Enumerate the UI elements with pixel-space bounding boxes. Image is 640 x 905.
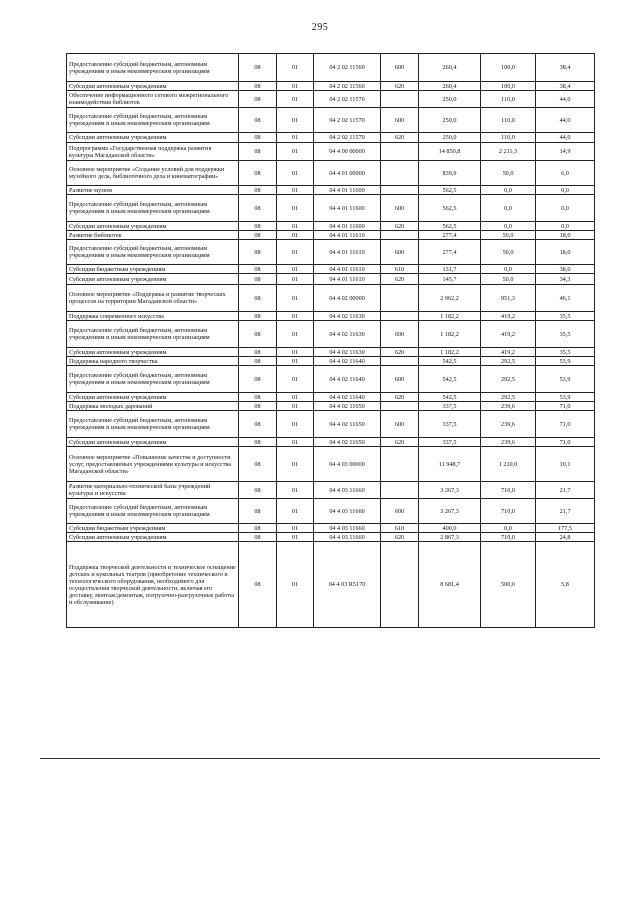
row-name: Субсидии автономным учреждениям (67, 274, 239, 285)
row-expense-type: 620 (381, 348, 419, 357)
row-name: Предоставление субсидий бюджетным, автономным учреждениям и иным некоммерческим организациям (67, 366, 239, 393)
row-name: Подпрограмма «Государственная поддержка развития культуры Магаданской области» (67, 143, 239, 161)
row-executed: 710,0 (481, 482, 536, 499)
row-target-article: 04 4 01 11610 (314, 274, 381, 285)
row-percent: 38,4 (536, 54, 595, 82)
row-percent: 0,0 (536, 195, 595, 222)
row-percent: 71,0 (536, 402, 595, 411)
row-amount: 1 182,2 (419, 312, 481, 321)
row-amount: 542,5 (419, 357, 481, 366)
row-name: Предоставление субсидий бюджетным, автономным учреждениям и иным некоммерческим организациям (67, 54, 239, 82)
row-amount: 542,5 (419, 366, 481, 393)
row-executed: 110,0 (481, 108, 536, 133)
row-executed: 110,0 (481, 91, 536, 108)
row-target-article: 04 4 01 11610 (314, 265, 381, 274)
row-section: 08 (239, 231, 277, 240)
row-executed: 50,0 (481, 240, 536, 265)
row-expense-type: 600 (381, 411, 419, 438)
table-row (67, 321, 595, 348)
row-percent: 21,7 (536, 499, 595, 524)
row-section: 08 (239, 186, 277, 195)
row-name: Субсидии автономным учреждениям (67, 133, 239, 143)
row-subsection: 01 (277, 143, 314, 161)
row-executed: 419,2 (481, 348, 536, 357)
table-row (67, 348, 595, 357)
row-amount: 562,5 (419, 222, 481, 231)
row-target-article: 04 2 02 11570 (314, 91, 381, 108)
row-expense-type: 610 (381, 265, 419, 274)
row-percent: 35,5 (536, 321, 595, 348)
row-amount: 260,4 (419, 82, 481, 91)
row-section: 08 (239, 222, 277, 231)
row-amount: 250,0 (419, 91, 481, 108)
row-executed: 0,0 (481, 524, 536, 533)
row-subsection: 01 (277, 447, 314, 482)
row-executed: 239,6 (481, 438, 536, 447)
row-executed: 50,0 (481, 274, 536, 285)
row-section: 08 (239, 499, 277, 524)
row-amount: 337,5 (419, 411, 481, 438)
row-subsection: 01 (277, 411, 314, 438)
row-percent: 53,9 (536, 393, 595, 402)
row-expense-type: 620 (381, 82, 419, 91)
page-number: 295 (311, 22, 329, 33)
row-amount: 277,4 (419, 231, 481, 240)
row-name: Основное мероприятие «Повышение качества и доступности услуг, предоставляемых учреждениями культуры и искусства Магаданской области» (67, 447, 239, 482)
row-amount: 2 062,2 (419, 285, 481, 312)
row-executed: 419,2 (481, 321, 536, 348)
row-target-article: 04 4 01 11600 (314, 186, 381, 195)
row-amount: 337,5 (419, 438, 481, 447)
table-row (67, 143, 595, 161)
row-percent: 10,1 (536, 447, 595, 482)
row-section: 08 (239, 312, 277, 321)
row-expense-type (381, 447, 419, 482)
row-target-article: 04 4 02 11640 (314, 393, 381, 402)
row-executed: 110,0 (481, 133, 536, 143)
row-percent: 53,9 (536, 357, 595, 366)
table-row (67, 499, 595, 524)
row-percent: 5,8 (536, 542, 595, 628)
row-section: 08 (239, 411, 277, 438)
row-subsection: 01 (277, 222, 314, 231)
row-amount: 1 182,2 (419, 348, 481, 357)
table-row (67, 402, 595, 411)
row-section: 08 (239, 91, 277, 108)
budget-table-body (67, 54, 595, 628)
row-section: 08 (239, 143, 277, 161)
row-section: 08 (239, 357, 277, 366)
row-subsection: 01 (277, 438, 314, 447)
row-section: 08 (239, 366, 277, 393)
row-expense-type: 600 (381, 240, 419, 265)
row-target-article: 04 4 02 00000 (314, 285, 381, 312)
row-expense-type (381, 542, 419, 628)
table-row (67, 393, 595, 402)
row-percent: 34,3 (536, 274, 595, 285)
row-amount: 542,5 (419, 393, 481, 402)
row-subsection: 01 (277, 321, 314, 348)
row-expense-type (381, 143, 419, 161)
row-subsection: 01 (277, 285, 314, 312)
row-name: Субсидии бюджетным учреждениям (67, 265, 239, 274)
row-expense-type: 600 (381, 321, 419, 348)
row-percent: 71,0 (536, 438, 595, 447)
row-name: Субсидии автономным учреждениям (67, 348, 239, 357)
row-target-article: 04 4 02 11630 (314, 348, 381, 357)
row-executed: 951,3 (481, 285, 536, 312)
row-executed: 710,0 (481, 499, 536, 524)
row-expense-type: 620 (381, 274, 419, 285)
row-target-article: 04 4 03 R5170 (314, 542, 381, 628)
row-target-article: 04 4 02 11650 (314, 438, 381, 447)
row-percent: 38,4 (536, 82, 595, 91)
table-row (67, 265, 595, 274)
row-expense-type: 620 (381, 133, 419, 143)
row-target-article: 04 4 02 11650 (314, 402, 381, 411)
table-row (67, 366, 595, 393)
row-expense-type: 620 (381, 222, 419, 231)
row-subsection: 01 (277, 231, 314, 240)
row-subsection: 01 (277, 161, 314, 186)
row-target-article: 04 4 03 11660 (314, 482, 381, 499)
row-target-article: 04 4 03 11660 (314, 499, 381, 524)
row-percent: 21,7 (536, 482, 595, 499)
row-target-article: 04 4 01 11600 (314, 222, 381, 231)
table-row (67, 108, 595, 133)
row-target-article: 04 2 02 11560 (314, 82, 381, 91)
row-section: 08 (239, 348, 277, 357)
row-target-article: 04 2 02 11560 (314, 54, 381, 82)
row-executed: 239,6 (481, 411, 536, 438)
row-target-article: 04 2 02 11570 (314, 108, 381, 133)
row-name: Предоставление субсидий бюджетным, автономным учреждениям и иным некоммерческим организациям (67, 499, 239, 524)
table-row (67, 133, 595, 143)
row-executed: 0,0 (481, 265, 536, 274)
row-amount: 131,7 (419, 265, 481, 274)
row-percent: 0,0 (536, 222, 595, 231)
row-percent: 44,0 (536, 91, 595, 108)
row-amount: 145,7 (419, 274, 481, 285)
row-amount: 11 948,7 (419, 447, 481, 482)
row-subsection: 01 (277, 533, 314, 542)
row-subsection: 01 (277, 195, 314, 222)
table-row (67, 274, 595, 285)
table-row (67, 524, 595, 533)
budget-table (66, 53, 595, 628)
row-target-article: 04 4 02 11630 (314, 321, 381, 348)
row-subsection: 01 (277, 265, 314, 274)
row-section: 08 (239, 542, 277, 628)
row-name: Субсидии автономным учреждениям (67, 438, 239, 447)
row-percent: 35,5 (536, 312, 595, 321)
row-expense-type: 620 (381, 533, 419, 542)
row-expense-type (381, 186, 419, 195)
row-executed: 0,0 (481, 195, 536, 222)
row-target-article: 04 4 02 11640 (314, 366, 381, 393)
row-section: 08 (239, 321, 277, 348)
row-amount: 250,0 (419, 108, 481, 133)
row-expense-type (381, 402, 419, 411)
row-subsection: 01 (277, 393, 314, 402)
row-name: Развитие музеев (67, 186, 239, 195)
table-row (67, 357, 595, 366)
table-row (67, 438, 595, 447)
row-amount: 337,5 (419, 402, 481, 411)
row-target-article: 04 4 03 00000 (314, 447, 381, 482)
row-executed: 292,5 (481, 393, 536, 402)
row-subsection: 01 (277, 82, 314, 91)
row-name: Поддержка современного искусства (67, 312, 239, 321)
table-row (67, 312, 595, 321)
row-subsection: 01 (277, 186, 314, 195)
row-subsection: 01 (277, 482, 314, 499)
table-row (67, 82, 595, 91)
row-target-article: 04 4 02 11650 (314, 411, 381, 438)
table-row (67, 482, 595, 499)
row-section: 08 (239, 161, 277, 186)
row-subsection: 01 (277, 524, 314, 533)
row-percent: 6,0 (536, 161, 595, 186)
row-name: Субсидии автономным учреждениям (67, 222, 239, 231)
row-section: 08 (239, 274, 277, 285)
row-subsection: 01 (277, 312, 314, 321)
row-target-article: 04 4 03 11660 (314, 533, 381, 542)
row-section: 08 (239, 195, 277, 222)
row-subsection: 01 (277, 54, 314, 82)
row-subsection: 01 (277, 542, 314, 628)
row-subsection: 01 (277, 366, 314, 393)
row-amount: 3 267,3 (419, 482, 481, 499)
row-executed: 292,5 (481, 357, 536, 366)
row-amount: 260,4 (419, 54, 481, 82)
row-expense-type: 600 (381, 108, 419, 133)
row-percent: 71,0 (536, 411, 595, 438)
table-row (67, 195, 595, 222)
row-percent: 44,0 (536, 133, 595, 143)
row-subsection: 01 (277, 240, 314, 265)
row-amount: 562,5 (419, 195, 481, 222)
row-section: 08 (239, 82, 277, 91)
row-name: Поддержка народного творчества (67, 357, 239, 366)
row-expense-type (381, 312, 419, 321)
row-name: Субсидии автономным учреждениям (67, 393, 239, 402)
row-subsection: 01 (277, 91, 314, 108)
row-name: Обеспечение информационного сетевого межрегионального взаимодействия библиотек (67, 91, 239, 108)
row-subsection: 01 (277, 348, 314, 357)
row-executed: 0,0 (481, 186, 536, 195)
row-section: 08 (239, 133, 277, 143)
row-amount: 250,0 (419, 133, 481, 143)
row-executed: 292,5 (481, 366, 536, 393)
row-section: 08 (239, 482, 277, 499)
row-expense-type (381, 161, 419, 186)
table-row (67, 533, 595, 542)
row-expense-type: 600 (381, 195, 419, 222)
row-name: Поддержка молодых дарований (67, 402, 239, 411)
row-percent: 0,0 (536, 186, 595, 195)
row-target-article: 04 4 03 11660 (314, 524, 381, 533)
row-subsection: 01 (277, 402, 314, 411)
row-amount: 8 681,4 (419, 542, 481, 628)
row-percent: 14,9 (536, 143, 595, 161)
row-amount: 400,0 (419, 524, 481, 533)
row-amount: 277,4 (419, 240, 481, 265)
row-amount: 2 867,3 (419, 533, 481, 542)
row-section: 08 (239, 54, 277, 82)
table-row (67, 542, 595, 628)
row-amount: 1 182,2 (419, 321, 481, 348)
table-row (67, 54, 595, 82)
row-section: 08 (239, 524, 277, 533)
row-executed: 100,0 (481, 54, 536, 82)
row-executed: 710,0 (481, 533, 536, 542)
row-expense-type: 610 (381, 524, 419, 533)
table-row (67, 411, 595, 438)
row-amount: 3 267,3 (419, 499, 481, 524)
table-row (67, 240, 595, 265)
row-target-article: 04 4 01 11610 (314, 240, 381, 265)
row-name: Развитие библиотек (67, 231, 239, 240)
row-name: Субсидии бюджетным учреждениям (67, 524, 239, 533)
row-name: Субсидии автономным учреждениям (67, 82, 239, 91)
row-percent: 53,9 (536, 366, 595, 393)
table-row (67, 186, 595, 195)
row-name: Развитие материально-технической базы учреждений культуры и искусства (67, 482, 239, 499)
row-percent: 177,5 (536, 524, 595, 533)
table-row (67, 222, 595, 231)
row-expense-type: 620 (381, 438, 419, 447)
row-subsection: 01 (277, 133, 314, 143)
row-expense-type: 600 (381, 499, 419, 524)
row-section: 08 (239, 402, 277, 411)
row-section: 08 (239, 533, 277, 542)
row-subsection: 01 (277, 357, 314, 366)
row-target-article: 04 4 00 00000 (314, 143, 381, 161)
row-target-article: 04 4 02 11630 (314, 312, 381, 321)
row-section: 08 (239, 240, 277, 265)
row-target-article: 04 4 02 11640 (314, 357, 381, 366)
row-name: Предоставление субсидий бюджетным, автономным учреждениям и иным некоммерческим организациям (67, 321, 239, 348)
row-percent: 35,5 (536, 348, 595, 357)
row-name: Предоставление субсидий бюджетным, автономным учреждениям и иным некоммерческим организациям (67, 240, 239, 265)
row-expense-type (381, 91, 419, 108)
row-executed: 500,0 (481, 542, 536, 628)
table-row (67, 161, 595, 186)
row-amount: 839,9 (419, 161, 481, 186)
table-row (67, 231, 595, 240)
row-executed: 1 210,0 (481, 447, 536, 482)
row-section: 08 (239, 108, 277, 133)
row-percent: 44,0 (536, 108, 595, 133)
row-amount: 14 850,8 (419, 143, 481, 161)
row-executed: 2 211,3 (481, 143, 536, 161)
row-expense-type: 600 (381, 366, 419, 393)
row-expense-type: 620 (381, 393, 419, 402)
bottom-rule (40, 758, 600, 759)
row-executed: 50,0 (481, 231, 536, 240)
row-amount: 562,5 (419, 186, 481, 195)
table-row (67, 91, 595, 108)
row-section: 08 (239, 265, 277, 274)
row-expense-type (381, 357, 419, 366)
row-target-article: 04 4 01 00000 (314, 161, 381, 186)
row-name: Основное мероприятие «Создание условий для поддержки музейного дела, библиотечного дела и кинематографии» (67, 161, 239, 186)
row-name: Предоставление субсидий бюджетным, автономным учреждениям и иным некоммерческим организациям (67, 411, 239, 438)
row-subsection: 01 (277, 108, 314, 133)
row-section: 08 (239, 447, 277, 482)
row-percent: 18,0 (536, 231, 595, 240)
row-expense-type: 600 (381, 54, 419, 82)
table-row (67, 447, 595, 482)
row-expense-type (381, 285, 419, 312)
table-row (67, 285, 595, 312)
row-expense-type (381, 231, 419, 240)
row-percent: 46,1 (536, 285, 595, 312)
row-section: 08 (239, 393, 277, 402)
row-section: 08 (239, 285, 277, 312)
row-percent: 38,0 (536, 265, 595, 274)
row-expense-type (381, 482, 419, 499)
row-target-article: 04 2 02 11570 (314, 133, 381, 143)
row-percent: 18,0 (536, 240, 595, 265)
row-subsection: 01 (277, 274, 314, 285)
row-name: Предоставление субсидий бюджетным, автономным учреждениям и иным некоммерческим организациям (67, 108, 239, 133)
row-executed: 100,0 (481, 82, 536, 91)
row-executed: 419,2 (481, 312, 536, 321)
row-target-article: 04 4 01 11610 (314, 231, 381, 240)
row-name: Субсидии автономным учреждениям (67, 533, 239, 542)
row-executed: 0,0 (481, 222, 536, 231)
row-executed: 239,6 (481, 402, 536, 411)
row-subsection: 01 (277, 499, 314, 524)
row-name: Поддержка творческой деятельности и техническое оснащение детских и кукольных театров (приобретение технического и технологического оборудования, необходимого для осуществления творческой деятельности, включая его доставку, монтаж/демонтаж, погрузочно-разгрузочные работы и обслуживание) (67, 542, 239, 628)
row-name: Предоставление субсидий бюджетным, автономным учреждениям и иным некоммерческим организациям (67, 195, 239, 222)
row-percent: 24,8 (536, 533, 595, 542)
row-target-article: 04 4 01 11600 (314, 195, 381, 222)
row-section: 08 (239, 438, 277, 447)
row-name: Основное мероприятие «Поддержка и развитие творческих процессов на территории Магаданской области» (67, 285, 239, 312)
row-executed: 50,0 (481, 161, 536, 186)
